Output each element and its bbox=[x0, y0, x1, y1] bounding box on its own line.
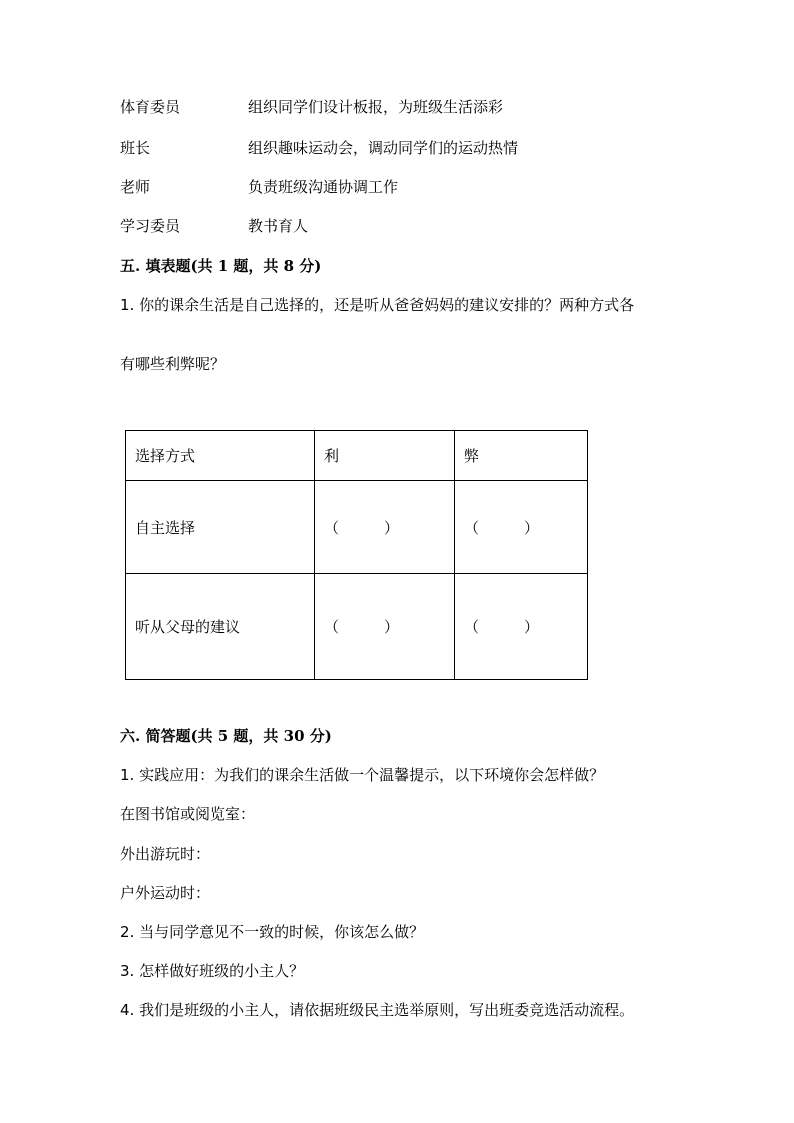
table-row-label: 自主选择 bbox=[126, 481, 315, 574]
table-header-con: 弊 bbox=[455, 431, 588, 481]
match-duty-2: 组织趣味运动会，调动同学们的运动热情 bbox=[248, 139, 519, 157]
section5-question-line2: 有哪些利弊呢？ bbox=[120, 355, 226, 373]
match-role-3: 老师 bbox=[120, 178, 151, 196]
table-header-pro: 利 bbox=[315, 431, 455, 481]
match-duty-4: 教书育人 bbox=[248, 217, 309, 235]
section6-line-1: 1. 实践应用：为我们的课余生活做一个温馨提示，以下环境你会怎样做？ bbox=[120, 766, 605, 784]
match-duty-3: 负责班级沟通协调工作 bbox=[248, 178, 399, 196]
table-row bbox=[126, 574, 588, 680]
section6-heading: 六. 简答题(共 5 题，共 30 分) bbox=[120, 727, 332, 745]
table-row bbox=[126, 481, 588, 574]
match-role-1: 体育委员 bbox=[120, 98, 181, 116]
fill-table bbox=[125, 430, 588, 680]
table-blank-con[interactable]: （ ） bbox=[455, 574, 588, 680]
section6-line-3: 外出游玩时： bbox=[120, 845, 211, 863]
section5-heading: 五. 填表题(共 1 题，共 8 分) bbox=[120, 257, 322, 275]
table-header-method: 选择方式 bbox=[126, 431, 315, 481]
section6-line-6: 3. 怎样做好班级的小主人？ bbox=[120, 962, 305, 980]
table-header-row bbox=[126, 431, 588, 481]
match-role-2: 班长 bbox=[120, 139, 151, 157]
match-duty-1: 组织同学们设计板报，为班级生活添彩 bbox=[248, 98, 504, 116]
section6-line-7: 4. 我们是班级的小主人，请依据班级民主选举原则，写出班委竞选活动流程。 bbox=[120, 1001, 635, 1019]
table-blank-pro[interactable]: （ ） bbox=[315, 574, 455, 680]
section5-question-line1: 1. 你的课余生活是自己选择的，还是听从爸爸妈妈的建议安排的？两种方式各 bbox=[120, 296, 635, 314]
match-role-4: 学习委员 bbox=[120, 217, 181, 235]
table-blank-pro[interactable]: （ ） bbox=[315, 481, 455, 574]
section6-line-4: 户外运动时： bbox=[120, 884, 211, 902]
section6-line-2: 在图书馆或阅览室： bbox=[120, 805, 256, 823]
table-row-label: 听从父母的建议 bbox=[126, 574, 315, 680]
section6-line-5: 2. 当与同学意见不一致的时候，你该怎么做？ bbox=[120, 923, 425, 941]
table-blank-con[interactable]: （ ） bbox=[455, 481, 588, 574]
